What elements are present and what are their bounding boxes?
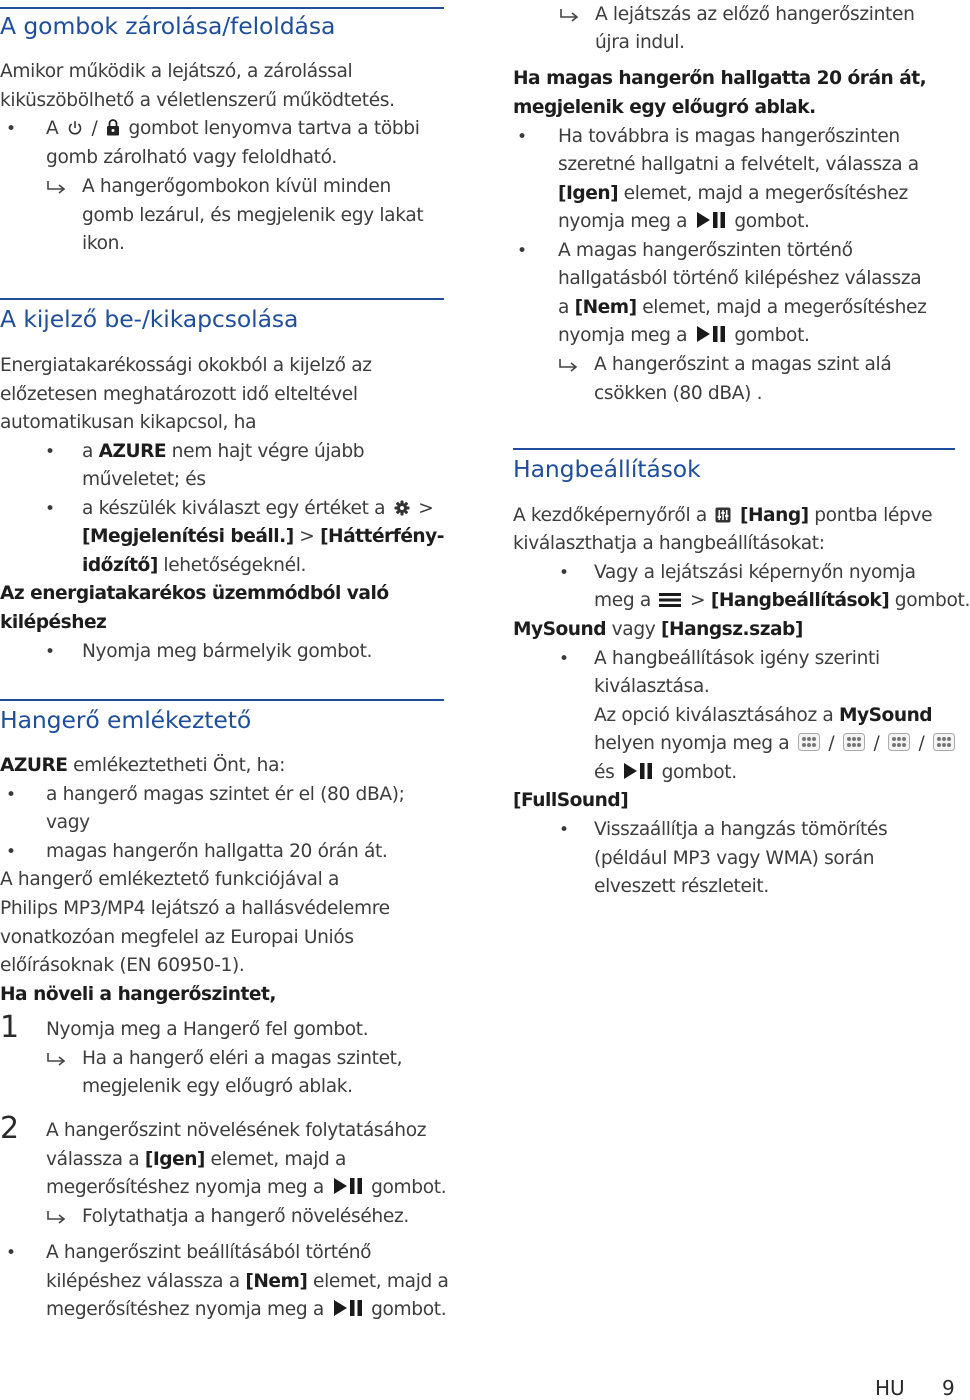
sound-bullet-line: meg a > [Hangbeállítások] gombot. — [594, 590, 970, 611]
result-arrow-icon — [559, 8, 581, 24]
volume-step-line: válassza a [Igen] elemet, majd a — [46, 1149, 347, 1170]
right-bullet-line: szeretné hallgatni a felvételt, válassza a — [558, 154, 919, 175]
section-rule — [0, 699, 444, 701]
display-bullet-line: időzítő] lehetőségeknél. — [82, 555, 307, 576]
sound-dots-icon — [888, 733, 910, 751]
footer-page-number: 9 — [942, 1376, 955, 1400]
right-result: A lejátszás az előző hangerőszinten — [595, 4, 915, 25]
volume-step-line: A hangerőszint növelésének folytatásához — [46, 1120, 427, 1141]
result-arrow-icon — [46, 1210, 68, 1226]
gear-icon — [394, 500, 410, 516]
bullet: • — [6, 785, 17, 805]
right-bullet-line: hallgatásból történő kilépéshez válassza — [558, 268, 922, 289]
volume-bullet-line: megerősítéshez nyomja meg a gombot. — [46, 1299, 447, 1320]
bullet: • — [559, 820, 570, 840]
play-pause-icon — [333, 1177, 363, 1195]
right-bullet-line: a [Nem] elemet, majd a megerősítéshez — [558, 297, 927, 318]
lock-intro: Amikor működik a lejátszó, a zárolással — [0, 61, 353, 82]
lock-bullet-line: A / gombot lenyomva tartva a többi — [46, 118, 420, 139]
display-paragraph: Energiatakarékossági okokból a kijelző az — [0, 355, 372, 376]
right-bullet-line: [Igen] elemet, majd a megerősítéshez — [558, 183, 908, 204]
sound-fullsound-heading: [FullSound] — [513, 790, 629, 811]
bullet: • — [6, 119, 17, 139]
volume-bullet-line: a hangerő magas szintet ér el (80 dBA); — [46, 784, 405, 805]
section-rule — [0, 7, 444, 9]
footer-language: HU — [875, 1376, 905, 1400]
bullet: • — [6, 842, 17, 862]
lock-result: ikon. — [82, 233, 125, 254]
volume-bullet-line: kilépéshez válassza a [Nem] elemet, majd a — [46, 1271, 449, 1292]
sound-bullet-line: (például MP3 vagy WMA) során — [594, 848, 875, 869]
display-paragraph: automatikusan kikapcsol, ha — [0, 412, 257, 433]
display-bullet-line: műveletet; és — [82, 469, 206, 490]
display-bullet-line: Nyomja meg bármelyik gombot. — [82, 641, 373, 662]
right-result: újra indul. — [595, 32, 685, 53]
sound-paragraph: kiválaszthatja a hangbeállításokat: — [513, 533, 825, 554]
volume-step-result: Ha a hangerő eléri a magas szintet, — [82, 1048, 403, 1069]
display-heading: A kijelző be-/kikapcsolása — [0, 305, 299, 333]
bullet: • — [45, 499, 56, 519]
lock-intro: kiküszöbölhető a véletlenszerű működtetés. — [0, 90, 395, 111]
right-result: csökken (80 dBA) . — [594, 383, 763, 404]
right-20h-heading: megjelenik egy előugró ablak. — [513, 97, 816, 118]
lock-bullet-line: gomb zárolható vagy feloldható. — [46, 147, 337, 168]
display-paragraph: előzetesen meghatározott idő elteltével — [0, 384, 358, 405]
volume-paragraph: előírásoknak (EN 60950-1). — [0, 955, 245, 976]
volume-step-result: megjelenik egy előugró ablak. — [82, 1076, 353, 1097]
lock-icon — [106, 119, 120, 136]
equalizer-icon — [715, 507, 731, 523]
right-result: A hangerőszint a magas szint alá — [594, 354, 892, 375]
menu-icon — [659, 592, 681, 608]
result-arrow-icon — [46, 180, 68, 196]
right-bullet-line: Ha továbbra is magas hangerőszinten — [558, 126, 900, 147]
play-pause-icon — [333, 1299, 363, 1317]
lock-heading: A gombok zárolása/feloldása — [0, 12, 336, 40]
lock-result: A hangerőgombokon kívül minden — [82, 176, 391, 197]
power-icon — [67, 120, 83, 136]
bullet: • — [559, 649, 570, 669]
step-number: 1 — [0, 1010, 20, 1045]
right-20h-heading: Ha magas hangerőn hallgatta 20 órán át, — [513, 68, 927, 89]
step-number: 2 — [0, 1111, 20, 1146]
sound-bullet-line: és gombot. — [594, 762, 737, 783]
sound-bullet-line: Visszaállítja a hangzás tömörítés — [594, 819, 888, 840]
result-arrow-icon — [46, 1052, 68, 1068]
display-exit-heading: Az energiatakarékos üzemmódból való — [0, 583, 389, 604]
display-bullet-line: a AZURE nem hajt végre újabb — [82, 441, 365, 462]
sound-bullet-line: elveszett részleteit. — [594, 876, 769, 897]
volume-paragraph: AZURE emlékeztetheti Önt, ha: — [0, 755, 286, 776]
bullet: • — [45, 642, 56, 662]
volume-increase-heading: Ha növeli a hangerőszintet, — [0, 984, 276, 1005]
volume-heading: Hangerő emlékeztető — [0, 706, 252, 734]
volume-paragraph: Philips MP3/MP4 lejátszó a hallásvédelemre — [0, 898, 390, 919]
bullet: • — [6, 1243, 17, 1263]
section-rule — [0, 298, 444, 300]
play-pause-icon — [696, 325, 726, 343]
volume-paragraph: A hangerő emlékeztető funkciójával a — [0, 869, 340, 890]
play-pause-icon — [696, 211, 726, 229]
volume-paragraph: vonatkozóan megfelel az Europai Uniós — [0, 927, 354, 948]
section-rule — [513, 448, 955, 450]
result-arrow-icon — [558, 358, 580, 374]
volume-bullet-line: vagy — [46, 812, 90, 833]
sound-bullet-line: Az opció kiválasztásához a MySound — [594, 705, 933, 726]
sound-bullet-line: helyen nyomja meg a / / / — [594, 730, 958, 759]
sound-bullet-line: Vagy a lejátszási képernyőn nyomja — [594, 562, 916, 583]
sound-mysound-heading: MySound vagy [Hangsz.szab] — [513, 619, 803, 640]
sound-paragraph: A kezdőképernyőről a [Hang] pontba lépve — [513, 505, 933, 526]
volume-step-line: megerősítéshez nyomja meg a gombot. — [46, 1177, 447, 1198]
sound-dots-icon — [843, 733, 865, 751]
sound-dots-icon — [798, 733, 820, 751]
sound-bullet-line: A hangbeállítások igény szerinti — [594, 648, 880, 669]
bullet: • — [517, 127, 528, 147]
display-bullet-line: [Megjelenítési beáll.] > [Háttérfény- — [82, 526, 445, 547]
display-exit-heading: kilépéshez — [0, 612, 107, 633]
volume-step-result: Folytathatja a hangerő növeléséhez. — [82, 1206, 409, 1227]
volume-bullet-line: A hangerőszint beállításából történő — [46, 1242, 372, 1263]
play-pause-icon — [623, 762, 653, 780]
bullet: • — [559, 563, 570, 583]
bullet: • — [517, 241, 528, 261]
right-bullet-line: nyomja meg a gombot. — [558, 211, 810, 232]
lock-result: gomb lezárul, és megjelenik egy lakat — [82, 205, 424, 226]
right-bullet-line: A magas hangerőszinten történő — [558, 240, 853, 261]
right-bullet-line: nyomja meg a gombot. — [558, 325, 810, 346]
sound-dots-icon — [933, 733, 955, 751]
volume-bullet-line: magas hangerőn hallgatta 20 órán át. — [46, 841, 388, 862]
bullet: • — [45, 442, 56, 462]
sound-heading: Hangbeállítások — [513, 455, 701, 483]
sound-bullet-line: kiválasztása. — [594, 676, 710, 697]
display-bullet-line: a készülék kiválaszt egy értéket a > — [82, 498, 434, 519]
volume-step-line: Nyomja meg a Hangerő fel gombot. — [46, 1019, 369, 1040]
